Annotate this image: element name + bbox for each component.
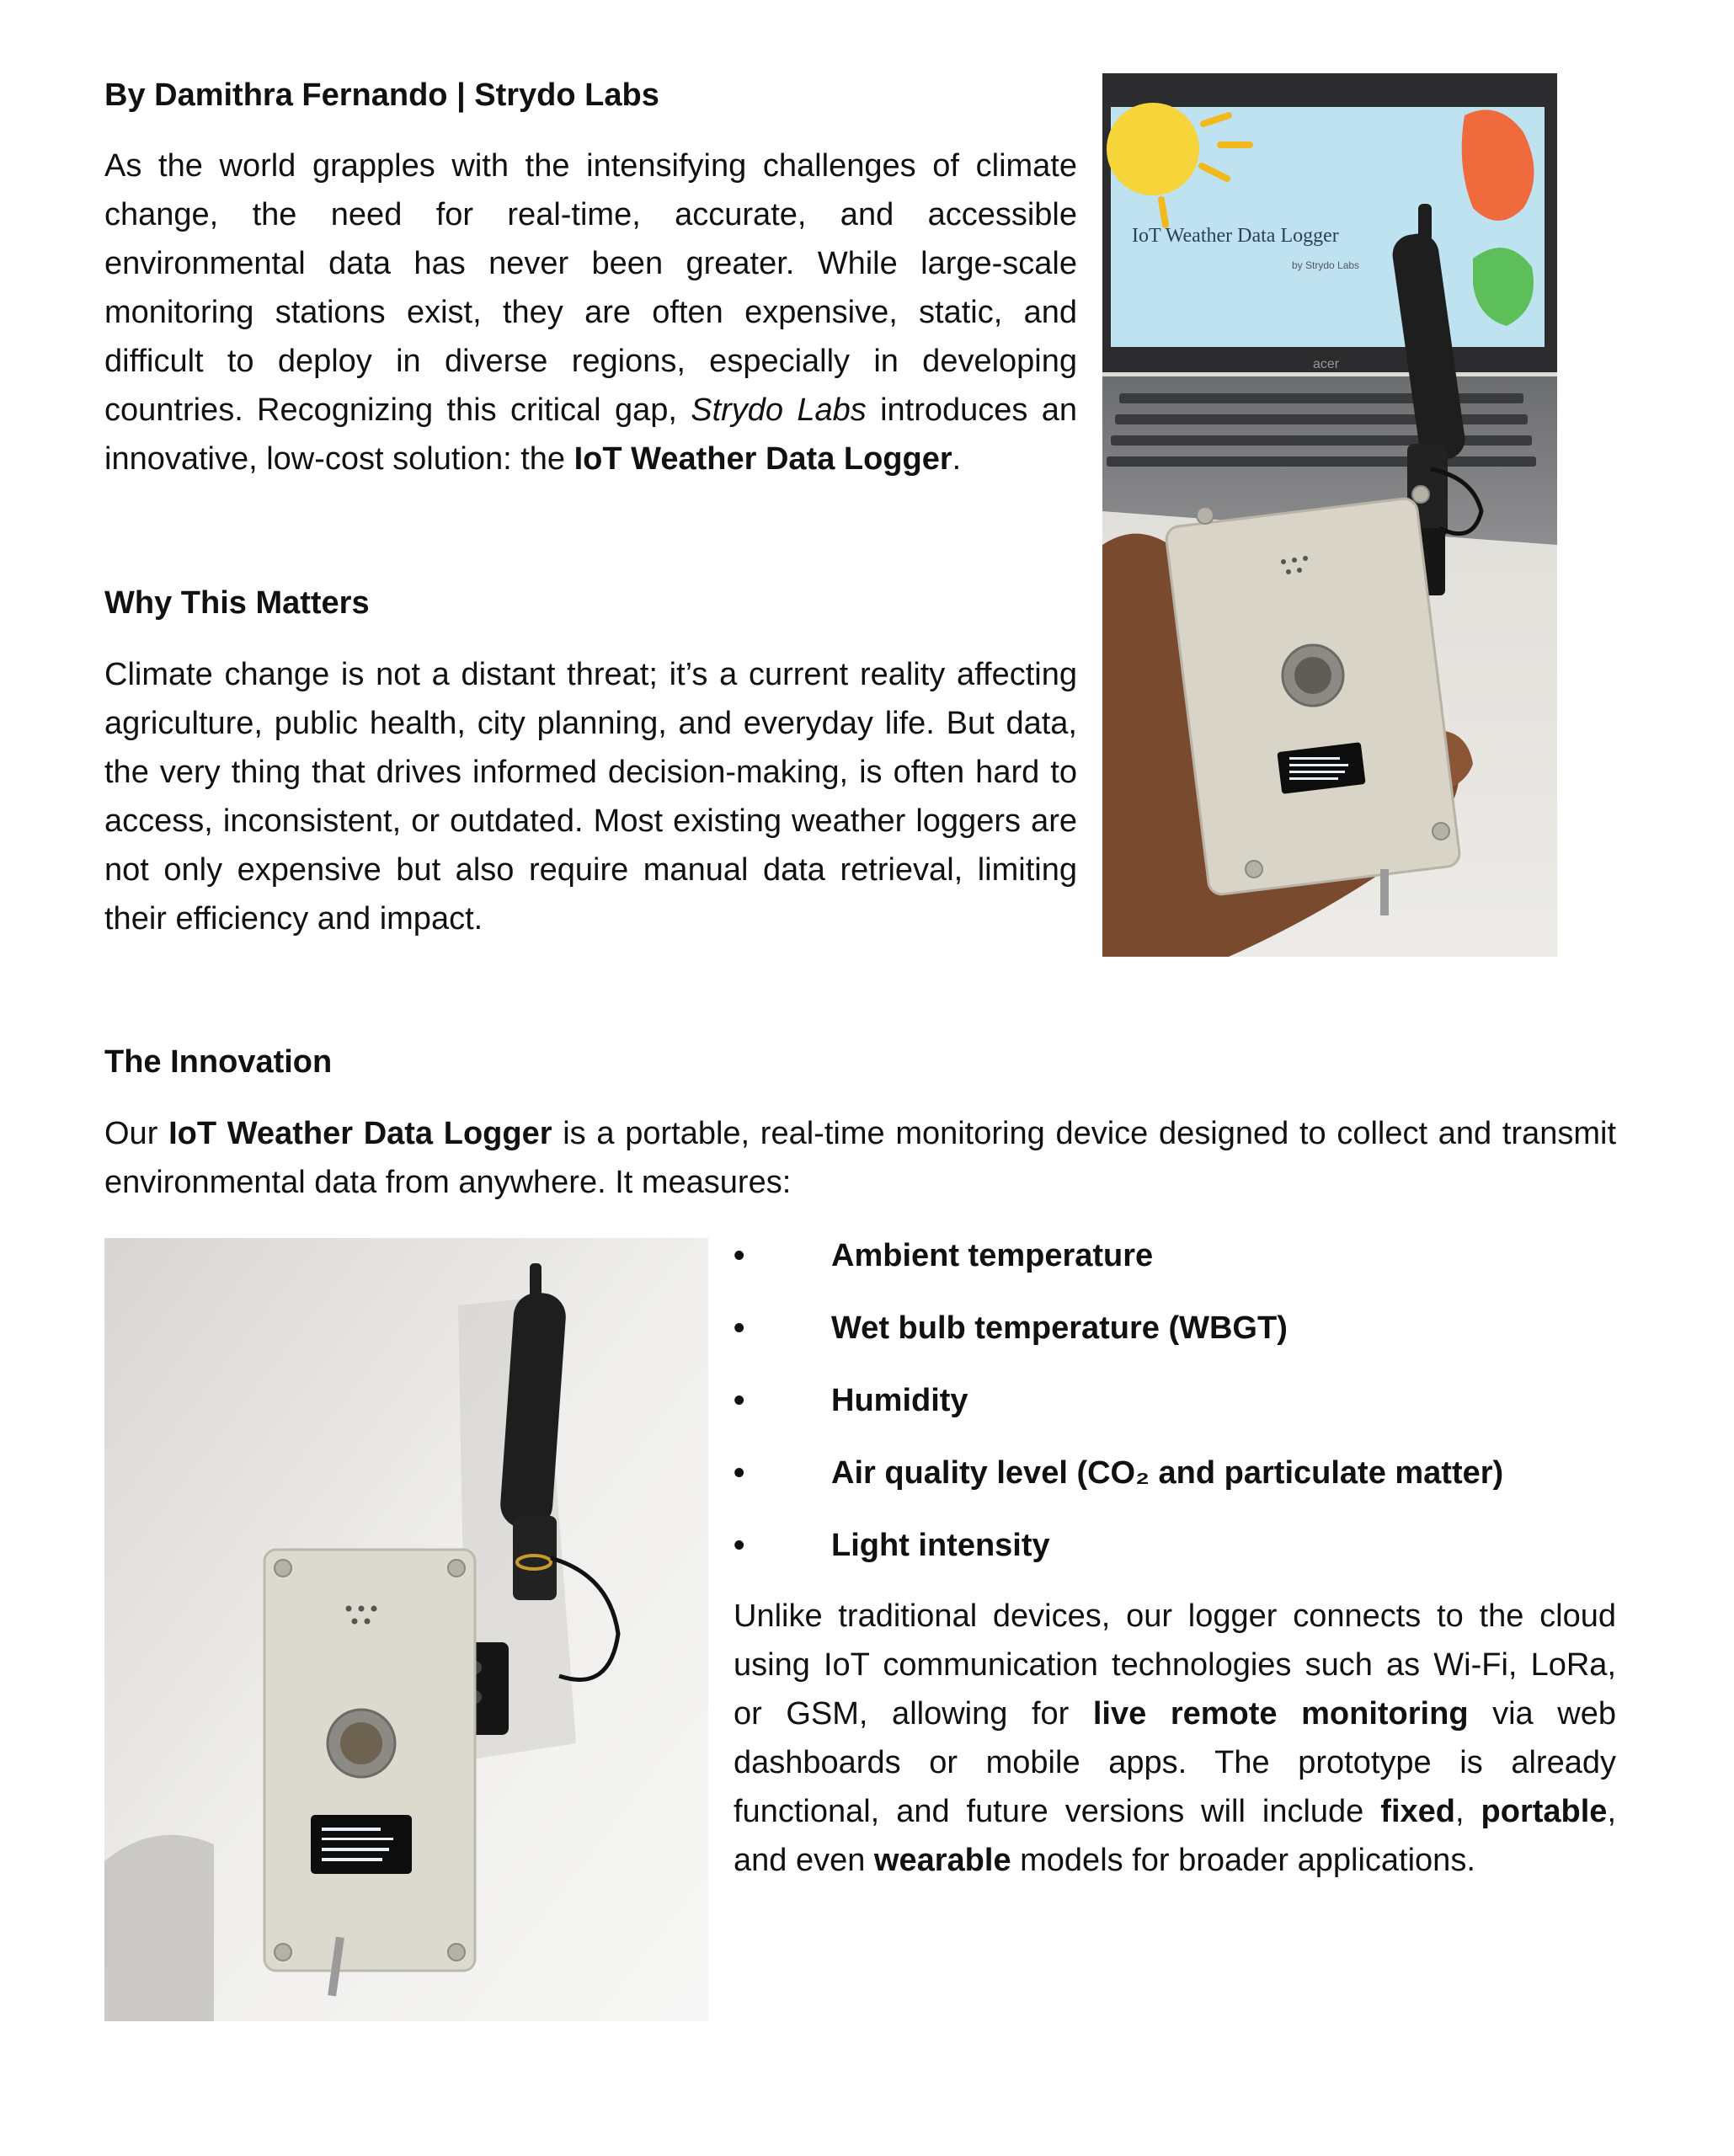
screw (448, 1944, 465, 1961)
innovation-text-2: is a portable, real-time monitoring device designed to collect and transmit environmental data from anywhere. It measures: (104, 1116, 1617, 1200)
device-in-hand-illustration (1102, 73, 1557, 957)
cloud-text-4: models for broader applications. (1011, 1843, 1475, 1878)
intro-brand: Strydo Labs (691, 392, 867, 428)
innovation-paragraph (104, 1109, 1616, 1207)
feature-label: Air quality level (CO₂ and particulate matter) (831, 1455, 1504, 1491)
intro-text-3: . (952, 441, 962, 477)
intro-text-1: As the world grapples with the intensifying challenges of climate change, the need for real-time, accurate, and accessible environmental data has never been greater. While large-scale monitoring stations exist, they are often expensive, static, and difficult to deploy in diverse regions, especially in developing countries. Recognizing this critical gap, (104, 148, 1077, 428)
cloud-text-3: , and even (734, 1794, 1616, 1878)
intro-paragraph (104, 141, 1077, 483)
mount-pin (1380, 869, 1389, 915)
feature-label: Wet bulb temperature (WBGT) (831, 1310, 1288, 1346)
feature-label: Humidity (831, 1383, 968, 1418)
cloud-paragraph (734, 1592, 1616, 1885)
screw (1433, 823, 1449, 840)
innovation-text-1: Our (104, 1116, 169, 1151)
intro-product: IoT Weather Data Logger (574, 441, 952, 477)
bullet: • (734, 1455, 745, 1491)
device-on-table-illustration (104, 1238, 708, 2021)
cloud-text-2: via web dashboards or mobile apps. The prototype is already functional, and future versions will include (734, 1696, 1616, 1829)
live-monitoring-emphasis: live remote monitoring (1092, 1696, 1469, 1732)
bullet: • (734, 1528, 745, 1563)
oled-display (311, 1815, 412, 1874)
gas-sensor-mesh (1294, 657, 1331, 694)
antenna-tip (1418, 204, 1432, 242)
bullet: • (734, 1383, 745, 1418)
screw (275, 1944, 291, 1961)
bullet: • (734, 1238, 745, 1273)
wearable-emphasis: wearable (873, 1843, 1011, 1878)
laptop-brand: acer (1313, 357, 1340, 371)
screw (1412, 486, 1429, 503)
why-heading: Why This Matters (104, 585, 370, 621)
sun-graphic (1107, 103, 1199, 195)
logger-enclosure (1165, 486, 1460, 915)
why-paragraph: Climate change is not a distant threat; it’s a current reality affecting agriculture, public health, city planning, and everyday life. But data, the very thing that drives informed decision-making, is often hard to access, inconsistent, or outdated. Most existing weather loggers are not only expensive but also require manual data retrieval, limiting their efficiency and impact. (104, 657, 1077, 937)
shadow (104, 1835, 214, 2021)
byline: By Damithra Fernando | Strydo Labs (104, 77, 659, 113)
device-in-hand-photo (1102, 73, 1557, 957)
intro-text-2: introduces an innovative, low-cost solution: the (104, 392, 1077, 477)
screw (1246, 861, 1262, 878)
portable-emphasis: portable (1481, 1794, 1608, 1829)
bullet: • (734, 1310, 745, 1346)
innovation-product: IoT Weather Data Logger (168, 1116, 552, 1151)
device-on-table-photo (104, 1238, 708, 2021)
logger-enclosure (264, 1550, 475, 1996)
screen-subtitle: by Strydo Labs (1292, 259, 1360, 271)
cloud-comma: , (1455, 1794, 1481, 1829)
screw (1197, 507, 1214, 524)
innovation-heading: The Innovation (104, 1044, 333, 1080)
screw (275, 1560, 291, 1577)
feature-label: Ambient temperature (831, 1238, 1154, 1273)
screen-title: IoT Weather Data Logger (1132, 225, 1339, 247)
gas-sensor-mesh (340, 1722, 382, 1764)
antenna-tip (530, 1263, 542, 1297)
feature-label: Light intensity (831, 1528, 1050, 1563)
screw (448, 1560, 465, 1577)
cloud-text-1: Unlike traditional devices, our logger connects to the cloud using IoT communication technologies such as Wi-Fi, LoRa, or GSM, allowing for (734, 1598, 1616, 1732)
fixed-emphasis: fixed (1380, 1794, 1455, 1829)
